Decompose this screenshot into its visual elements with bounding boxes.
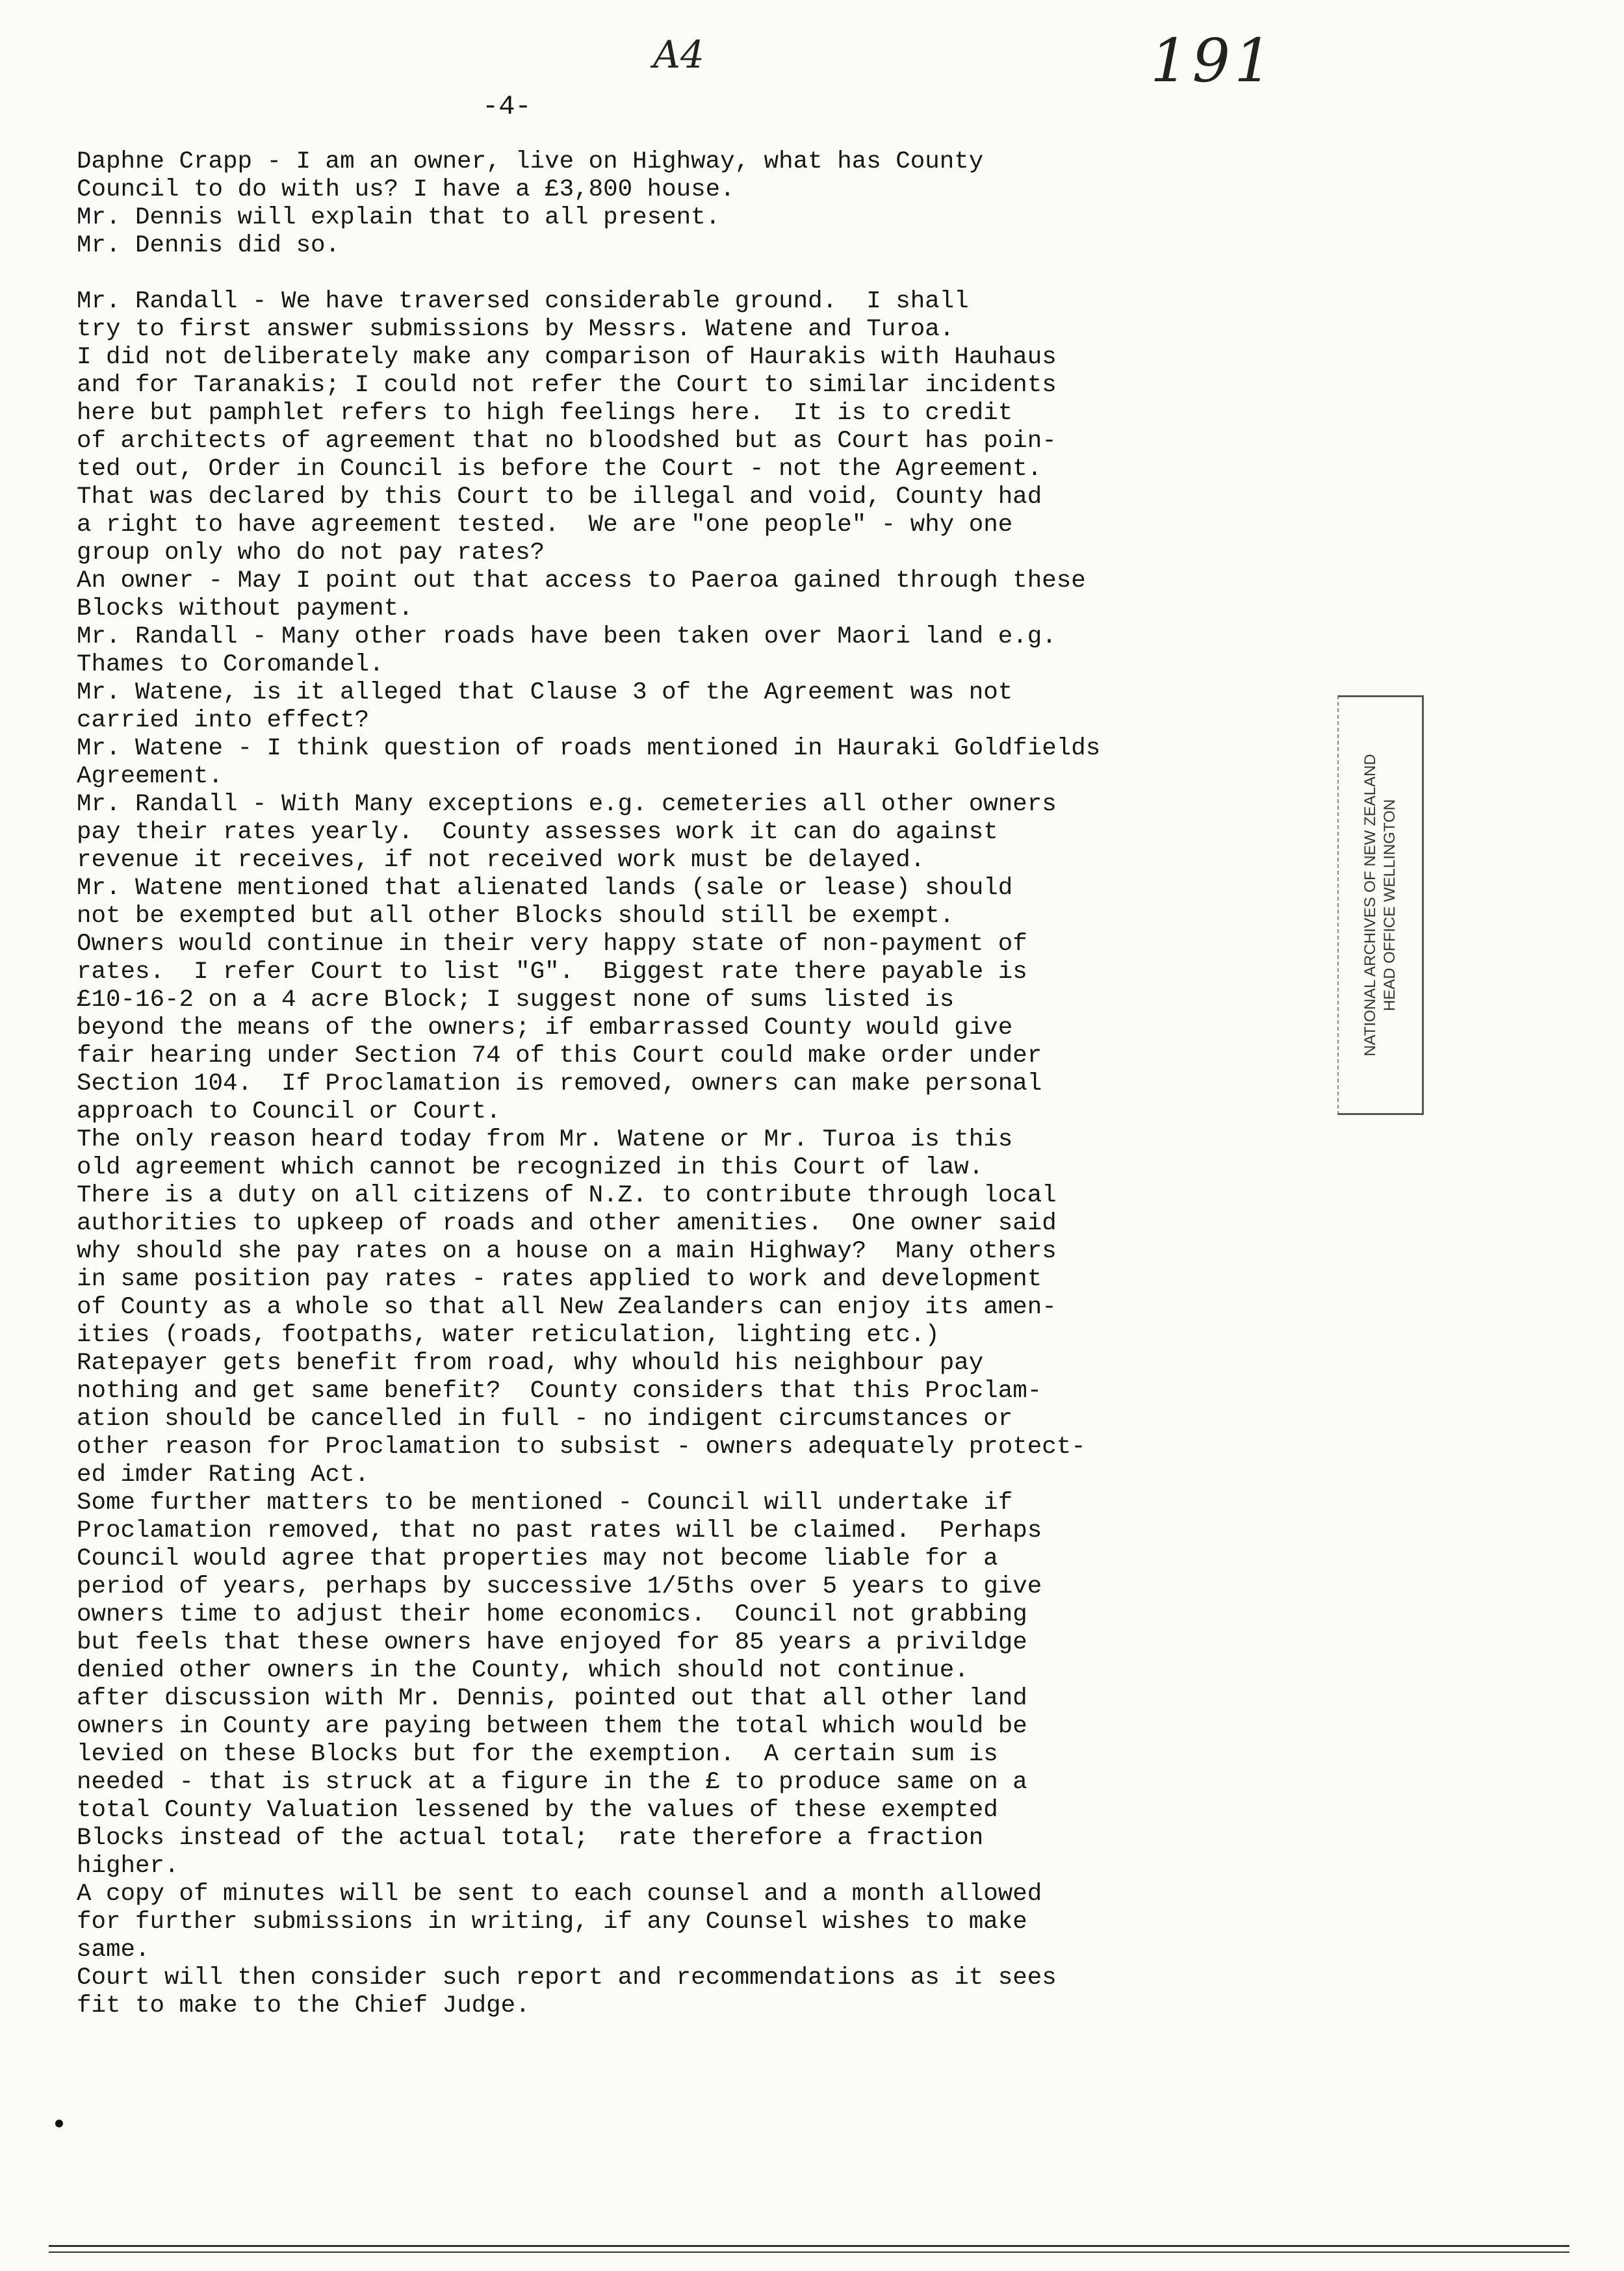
text-line: total County Valuation lessened by the values of these exempted xyxy=(77,1797,998,1824)
bottom-rule xyxy=(49,2245,1569,2247)
text-line: ation should be cancelled in full - no indigent circumstances or xyxy=(77,1405,1013,1433)
text-line: pay their rates yearly. County assesses work it can do against xyxy=(77,819,998,846)
text-line: Ratepayer gets benefit from road, why whould his neighbour pay xyxy=(77,1350,984,1377)
archive-stamp-line-2: HEAD OFFICE WELLINGTON xyxy=(1381,799,1398,1012)
text-line: Blocks without payment. xyxy=(77,595,413,622)
text-line: approach to Council or Court. xyxy=(77,1098,501,1125)
text-line: Council would agree that properties may not become liable for a xyxy=(77,1545,998,1572)
reference-mark: A4 xyxy=(653,32,704,77)
archive-stamp-text xyxy=(1361,754,1400,1056)
text-line: beyond the means of the owners; if embarrassed County would give xyxy=(77,1014,1013,1042)
text-line: A copy of minutes will be sent to each counsel and a month allowed xyxy=(77,1880,1042,1908)
page-number: -4- xyxy=(482,91,532,122)
text-line: higher. xyxy=(77,1853,179,1880)
margin-dot xyxy=(55,2120,63,2127)
text-line: nothing and get same benefit? County considers that this Proclam- xyxy=(77,1378,1042,1405)
text-line: here but pamphlet refers to high feelings here. It is to credit xyxy=(77,400,1013,427)
text-line: needed - that is struck at a figure in the £ to produce same on a xyxy=(77,1769,1027,1796)
folio-number: 191 xyxy=(1150,26,1276,96)
text-line: Section 104. If Proclamation is removed, owners can make personal xyxy=(77,1070,1042,1097)
text-line: £10-16-2 on a 4 acre Block; I suggest none of sums listed is xyxy=(77,986,955,1014)
text-line: but feels that these owners have enjoyed for 85 years a privildge xyxy=(77,1629,1027,1656)
text-line: ted out, Order in Council is before the Court - not the Agreement. xyxy=(77,455,1042,483)
text-line: Mr. Dennis will explain that to all present. xyxy=(77,204,721,231)
text-line: levied on these Blocks but for the exemption. A certain sum is xyxy=(77,1741,998,1768)
text-line: The only reason heard today from Mr. Watene or Mr. Turoa is this xyxy=(77,1126,1013,1153)
text-line: fair hearing under Section 74 of this Court could make order under xyxy=(77,1042,1042,1070)
text-line: There is a duty on all citizens of N.Z. to contribute through local xyxy=(77,1182,1057,1209)
minutes-body xyxy=(77,148,1350,2020)
text-line: owners time to adjust their home economics. Council not grabbing xyxy=(77,1601,1027,1628)
text-line: owners in County are paying between them the total which would be xyxy=(77,1713,1027,1740)
text-line: Court will then consider such report and recommendations as it sees xyxy=(77,1964,1057,1992)
text-line: I did not deliberately make any comparison of Haurakis with Hauhaus xyxy=(77,344,1057,371)
text-line: rates. I refer Court to list "G". Biggest rate there payable is xyxy=(77,958,1027,986)
text-line: Mr. Dennis did so. xyxy=(77,232,341,259)
text-line: Mr. Randall - We have traversed considerable ground. I shall xyxy=(77,288,969,315)
text-line: Council to do with us? I have a £3,800 house. xyxy=(77,176,735,203)
text-line: Daphne Crapp - I am an owner, live on Highway, what has County xyxy=(77,148,984,175)
text-line: after discussion with Mr. Dennis, pointed out that all other land xyxy=(77,1685,1027,1712)
text-line: That was declared by this Court to be illegal and void, County had xyxy=(77,483,1042,511)
text-line: not be exempted but all other Blocks should still be exempt. xyxy=(77,903,955,930)
text-line: try to first answer submissions by Messrs. Watene and Turoa. xyxy=(77,316,955,343)
text-line: Agreement. xyxy=(77,763,224,790)
text-line: authorities to upkeep of roads and other amenities. One owner said xyxy=(77,1210,1057,1237)
bottom-rule-secondary xyxy=(49,2252,1569,2253)
text-line: Mr. Watene - I think question of roads mentioned in Hauraki Goldfields xyxy=(77,735,1101,762)
text-line: Mr. Watene mentioned that alienated lands (sale or lease) should xyxy=(77,875,1013,902)
text-line: denied other owners in the County, which should not continue. xyxy=(77,1657,969,1684)
text-line: An owner - May I point out that access to Paeroa gained through these xyxy=(77,567,1086,595)
text-line: carried into effect? xyxy=(77,707,370,734)
text-line: why should she pay rates on a house on a main Highway? Many others xyxy=(77,1238,1057,1265)
archive-stamp-line-1: NATIONAL ARCHIVES OF NEW ZEALAND xyxy=(1361,754,1379,1057)
text-line: Blocks instead of the actual total; rate therefore a fraction xyxy=(77,1825,984,1852)
archive-stamp xyxy=(1337,695,1424,1115)
text-line: ities (roads, footpaths, water reticulation, lighting etc.) xyxy=(77,1322,940,1349)
text-line: same. xyxy=(77,1936,150,1964)
text-line: fit to make to the Chief Judge. xyxy=(77,1992,530,2020)
text-line: of County as a whole so that all New Zealanders can enjoy its amen- xyxy=(77,1294,1057,1321)
text-line: revenue it receives, if not received work must be delayed. xyxy=(77,847,925,874)
text-line: for further submissions in writing, if any Counsel wishes to make xyxy=(77,1908,1027,1936)
text-line: in same position pay rates - rates applied to work and development xyxy=(77,1266,1042,1293)
text-line: old agreement which cannot be recognized in this Court of law. xyxy=(77,1154,984,1181)
text-line: Proclamation removed, that no past rates will be claimed. Perhaps xyxy=(77,1517,1042,1545)
text-line: a right to have agreement tested. We are "one people" - why one xyxy=(77,511,1013,539)
text-line: Mr. Randall - Many other roads have been taken over Maori land e.g. xyxy=(77,623,1057,650)
paragraph-gap xyxy=(77,260,1350,288)
text-line: Owners would continue in their very happy state of non-payment of xyxy=(77,930,1027,958)
text-line: Thames to Coromandel. xyxy=(77,651,384,678)
text-line: other reason for Proclamation to subsist - owners adequately protect- xyxy=(77,1433,1086,1461)
text-line: group only who do not pay rates? xyxy=(77,539,545,567)
text-line: Mr. Randall - With Many exceptions e.g. cemeteries all other owners xyxy=(77,791,1057,818)
text-line: period of years, perhaps by successive 1/5ths over 5 years to give xyxy=(77,1573,1042,1600)
text-line: ed imder Rating Act. xyxy=(77,1461,370,1489)
text-line: Mr. Watene, is it alleged that Clause 3 of the Agreement was not xyxy=(77,679,1013,706)
text-line: and for Taranakis; I could not refer the Court to similar incidents xyxy=(77,372,1057,399)
text-line: of architects of agreement that no bloodshed but as Court has poin- xyxy=(77,428,1057,455)
text-line: Some further matters to be mentioned - Council will undertake if xyxy=(77,1489,1013,1517)
